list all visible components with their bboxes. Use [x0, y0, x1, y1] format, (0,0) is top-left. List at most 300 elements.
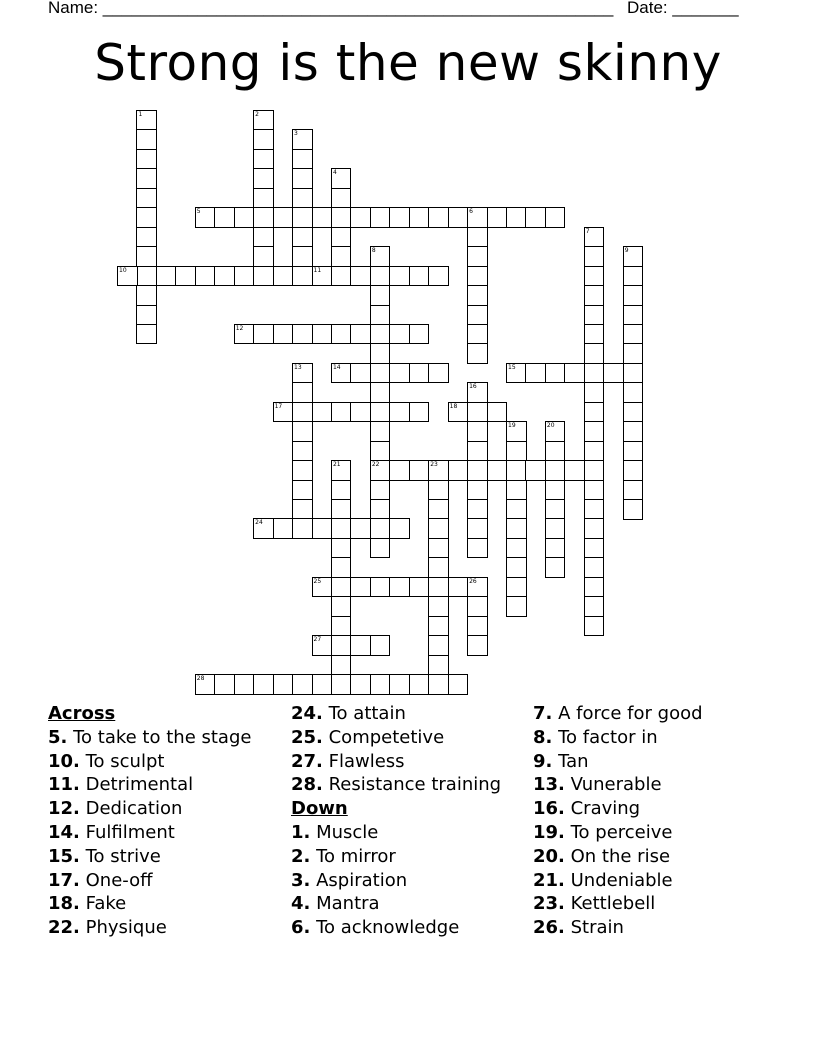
grid-cell[interactable] — [623, 421, 644, 442]
clue-text: Kettlebell — [564, 893, 656, 915]
grid-cell[interactable] — [370, 382, 391, 403]
grid-cell[interactable] — [409, 266, 430, 287]
grid-cell[interactable] — [467, 324, 488, 345]
grid-cell[interactable] — [389, 363, 410, 384]
grid-cell[interactable] — [331, 616, 352, 637]
grid-cell[interactable] — [370, 577, 391, 598]
grid-cell[interactable] — [214, 674, 235, 695]
clue-item — [291, 845, 501, 869]
clue-number-label: 11 — [313, 266, 322, 274]
clue-item — [533, 797, 703, 821]
grid-cell[interactable] — [623, 246, 644, 267]
grid-cell[interactable] — [312, 577, 333, 598]
puzzle-title: Strong is the new skinny — [94, 34, 722, 92]
grid-cell[interactable] — [292, 402, 313, 423]
grid-cell[interactable] — [409, 363, 430, 384]
grid-cell[interactable] — [331, 480, 352, 501]
grid-cell[interactable] — [253, 129, 274, 150]
name-field-label[interactable]: Name: ______________________________________________________ — [48, 0, 614, 17]
grid-cell[interactable] — [467, 596, 488, 617]
clue-number: 12. — [48, 798, 80, 820]
clue-number-label: 27 — [313, 636, 322, 644]
grid-cell[interactable] — [331, 499, 352, 520]
grid-cell[interactable] — [370, 499, 391, 520]
down-clue-list — [291, 821, 501, 940]
grid-cell[interactable] — [350, 266, 371, 287]
grid-cell[interactable] — [584, 305, 605, 326]
grid-cell[interactable] — [584, 285, 605, 306]
clue-number: 18. — [48, 893, 80, 915]
grid-cell[interactable] — [623, 480, 644, 501]
grid-cell[interactable] — [467, 207, 488, 228]
grid-cell[interactable] — [253, 674, 274, 695]
grid-cell[interactable] — [623, 499, 644, 520]
grid-cell[interactable] — [506, 596, 527, 617]
grid-cell[interactable] — [564, 460, 585, 481]
grid-cell[interactable] — [312, 635, 333, 656]
grid-cell[interactable] — [409, 577, 430, 598]
clue-column-3 — [533, 702, 703, 940]
grid-cell[interactable] — [428, 557, 449, 578]
grid-cell[interactable] — [370, 285, 391, 306]
grid-cell[interactable] — [487, 207, 508, 228]
grid-cell[interactable] — [584, 343, 605, 364]
clue-number-label: 23 — [430, 461, 438, 469]
clue-number-label: 10 — [119, 266, 127, 274]
grid-cell[interactable] — [506, 441, 527, 462]
grid-cell[interactable] — [350, 674, 371, 695]
grid-cell[interactable] — [623, 324, 644, 345]
grid-cell[interactable] — [409, 402, 430, 423]
grid-cell[interactable] — [428, 616, 449, 637]
grid-cell[interactable] — [506, 421, 527, 442]
grid-cell[interactable] — [506, 518, 527, 539]
grid-cell[interactable] — [487, 402, 508, 423]
grid-cell[interactable] — [448, 674, 469, 695]
grid-cell[interactable] — [292, 499, 313, 520]
grid-cell[interactable] — [331, 246, 352, 267]
grid-cell[interactable] — [312, 674, 333, 695]
clue-number: 19. — [533, 821, 565, 843]
grid-cell[interactable] — [370, 207, 391, 228]
across-heading: Across — [48, 703, 116, 724]
grid-cell[interactable] — [273, 518, 294, 539]
grid-cell[interactable] — [331, 168, 352, 189]
grid-cell[interactable] — [175, 266, 196, 287]
grid-cell[interactable] — [428, 518, 449, 539]
grid-cell[interactable] — [409, 207, 430, 228]
clue-item — [533, 726, 703, 750]
grid-cell[interactable] — [584, 382, 605, 403]
clue-text: Physique — [79, 917, 167, 939]
clue-number-label: 3 — [294, 130, 298, 138]
grid-cell[interactable] — [292, 168, 313, 189]
grid-cell[interactable] — [253, 168, 274, 189]
grid-cell[interactable] — [584, 441, 605, 462]
clue-item — [291, 750, 501, 774]
grid-cell[interactable] — [623, 266, 644, 287]
grid-cell[interactable] — [350, 324, 371, 345]
grid-cell[interactable] — [136, 266, 157, 287]
clue-item — [533, 869, 703, 893]
grid-cell[interactable] — [370, 635, 391, 656]
grid-cell[interactable] — [292, 460, 313, 481]
clue-item — [291, 702, 501, 726]
grid-cell[interactable] — [389, 324, 410, 345]
grid-cell[interactable] — [195, 674, 216, 695]
grid-cell[interactable] — [428, 363, 449, 384]
clue-number-label: 25 — [313, 577, 322, 585]
grid-cell[interactable] — [584, 499, 605, 520]
grid-cell[interactable] — [584, 246, 605, 267]
grid-cell[interactable] — [545, 557, 566, 578]
grid-cell[interactable] — [409, 324, 430, 345]
clue-text: To perceive — [564, 821, 673, 843]
clue-text: To take to the stage — [67, 726, 252, 748]
grid-cell[interactable] — [467, 266, 488, 287]
grid-cell[interactable] — [136, 149, 157, 170]
clue-number-label: 14 — [332, 363, 341, 371]
grid-cell[interactable] — [428, 480, 449, 501]
grid-cell[interactable] — [370, 246, 391, 267]
grid-cell[interactable] — [253, 518, 274, 539]
grid-cell[interactable] — [331, 207, 352, 228]
grid-cell[interactable] — [292, 518, 313, 539]
grid-cell[interactable] — [448, 577, 469, 598]
grid-cell[interactable] — [525, 460, 546, 481]
grid-cell[interactable] — [331, 402, 352, 423]
grid-cell[interactable] — [331, 324, 352, 345]
grid-cell[interactable] — [312, 266, 333, 287]
grid-cell[interactable] — [545, 421, 566, 442]
grid-cell[interactable] — [136, 168, 157, 189]
grid-cell[interactable] — [253, 324, 274, 345]
grid-cell[interactable] — [428, 674, 449, 695]
grid-cell[interactable] — [273, 207, 294, 228]
grid-cell[interactable] — [389, 266, 410, 287]
grid-cell[interactable] — [370, 674, 391, 695]
grid-cell[interactable] — [506, 460, 527, 481]
grid-cell[interactable] — [253, 110, 274, 131]
grid-cell[interactable] — [331, 188, 352, 209]
grid-cell[interactable] — [623, 402, 644, 423]
grid-cell[interactable] — [136, 324, 157, 345]
grid-cell[interactable] — [136, 207, 157, 228]
date-field-label[interactable]: Date: _______ — [627, 0, 739, 17]
clue-number-label: 9 — [624, 247, 629, 255]
grid-cell[interactable] — [623, 382, 644, 403]
grid-cell[interactable] — [350, 402, 371, 423]
clue-item — [48, 892, 251, 916]
grid-cell[interactable] — [234, 674, 255, 695]
grid-cell[interactable] — [525, 207, 546, 228]
grid-cell[interactable] — [584, 324, 605, 345]
grid-cell[interactable] — [584, 480, 605, 501]
grid-cell[interactable] — [467, 402, 488, 423]
grid-cell[interactable] — [136, 129, 157, 150]
grid-cell[interactable] — [487, 460, 508, 481]
grid-cell[interactable] — [253, 207, 274, 228]
grid-cell[interactable] — [370, 460, 391, 481]
clue-item — [533, 892, 703, 916]
grid-cell[interactable] — [350, 363, 371, 384]
clue-text: Resistance training — [322, 774, 502, 796]
clue-column-1 — [48, 702, 251, 940]
grid-cell[interactable] — [409, 674, 430, 695]
grid-cell[interactable] — [312, 207, 333, 228]
grid-cell[interactable] — [389, 207, 410, 228]
grid-cell[interactable] — [623, 285, 644, 306]
grid-cell[interactable] — [331, 460, 352, 481]
grid-cell[interactable] — [389, 402, 410, 423]
grid-cell[interactable] — [623, 363, 644, 384]
grid-cell[interactable] — [273, 324, 294, 345]
grid-cell[interactable] — [136, 188, 157, 209]
clue-text: To strive — [79, 845, 161, 867]
grid-cell[interactable] — [467, 577, 488, 598]
grid-cell[interactable] — [292, 246, 313, 267]
clue-text: Tan — [552, 750, 589, 772]
grid-cell[interactable] — [370, 266, 391, 287]
grid-cell[interactable] — [467, 285, 488, 306]
grid-cell[interactable] — [292, 207, 313, 228]
clue-number: 27. — [291, 750, 323, 772]
clue-number-label: 7 — [585, 227, 590, 235]
grid-cell[interactable] — [389, 518, 410, 539]
grid-cell[interactable] — [292, 129, 313, 150]
grid-cell[interactable] — [292, 227, 313, 248]
grid-cell[interactable] — [623, 441, 644, 462]
grid-cell[interactable] — [214, 266, 235, 287]
grid-cell[interactable] — [331, 577, 352, 598]
grid-cell[interactable] — [584, 577, 605, 598]
grid-cell[interactable] — [545, 441, 566, 462]
grid-cell[interactable] — [312, 402, 333, 423]
grid-cell[interactable] — [331, 635, 352, 656]
down-clue-list-continued — [533, 702, 703, 940]
grid-cell[interactable] — [467, 227, 488, 248]
grid-cell[interactable] — [273, 402, 294, 423]
grid-cell[interactable] — [467, 441, 488, 462]
grid-cell[interactable] — [467, 635, 488, 656]
grid-cell[interactable] — [136, 110, 157, 131]
clue-column-2 — [291, 702, 501, 940]
grid-cell[interactable] — [545, 480, 566, 501]
grid-cell[interactable] — [467, 518, 488, 539]
grid-cell[interactable] — [214, 207, 235, 228]
grid-cell[interactable] — [273, 266, 294, 287]
grid-cell[interactable] — [370, 518, 391, 539]
grid-cell[interactable] — [467, 538, 488, 559]
grid-cell[interactable] — [584, 616, 605, 637]
grid-cell[interactable] — [292, 382, 313, 403]
grid-cell[interactable] — [370, 402, 391, 423]
grid-cell[interactable] — [506, 499, 527, 520]
clue-text: Fulfilment — [79, 821, 175, 843]
grid-cell[interactable] — [370, 421, 391, 442]
grid-cell[interactable] — [331, 596, 352, 617]
grid-cell[interactable] — [234, 324, 255, 345]
grid-cell[interactable] — [467, 305, 488, 326]
grid-cell[interactable] — [467, 246, 488, 267]
grid-cell[interactable] — [331, 363, 352, 384]
grid-cell[interactable] — [448, 402, 469, 423]
clue-item — [533, 750, 703, 774]
grid-cell[interactable] — [584, 363, 605, 384]
clue-item — [533, 916, 703, 940]
grid-cell[interactable] — [331, 266, 352, 287]
grid-cell[interactable] — [506, 557, 527, 578]
clue-text: To sculpt — [79, 750, 165, 772]
grid-cell[interactable] — [448, 460, 469, 481]
clue-number-label: 24 — [255, 519, 263, 527]
grid-cell[interactable] — [467, 382, 488, 403]
grid-cell[interactable] — [584, 266, 605, 287]
grid-cell[interactable] — [331, 518, 352, 539]
grid-cell[interactable] — [136, 285, 157, 306]
grid-cell[interactable] — [292, 324, 313, 345]
grid-cell[interactable] — [195, 266, 216, 287]
grid-cell[interactable] — [428, 460, 449, 481]
grid-cell[interactable] — [312, 324, 333, 345]
grid-cell[interactable] — [253, 227, 274, 248]
grid-cell[interactable] — [467, 343, 488, 364]
grid-cell[interactable] — [370, 324, 391, 345]
grid-cell[interactable] — [428, 266, 449, 287]
clue-item — [48, 797, 251, 821]
grid-cell[interactable] — [545, 499, 566, 520]
grid-cell[interactable] — [389, 674, 410, 695]
grid-cell[interactable] — [584, 421, 605, 442]
grid-cell[interactable] — [350, 518, 371, 539]
grid-cell[interactable] — [584, 460, 605, 481]
grid-cell[interactable] — [292, 149, 313, 170]
grid-cell[interactable] — [623, 305, 644, 326]
grid-cell[interactable] — [506, 363, 527, 384]
grid-cell[interactable] — [253, 266, 274, 287]
grid-cell[interactable] — [370, 480, 391, 501]
grid-cell[interactable] — [584, 557, 605, 578]
grid-cell[interactable] — [545, 207, 566, 228]
clue-text: To acknowledge — [310, 917, 460, 939]
grid-cell[interactable] — [467, 460, 488, 481]
grid-cell[interactable] — [370, 305, 391, 326]
grid-cell[interactable] — [428, 538, 449, 559]
clue-number: 2. — [291, 845, 311, 867]
grid-cell[interactable] — [603, 363, 624, 384]
grid-cell[interactable] — [292, 674, 313, 695]
grid-cell[interactable] — [292, 266, 313, 287]
grid-cell[interactable] — [292, 188, 313, 209]
grid-cell[interactable] — [253, 188, 274, 209]
grid-cell[interactable] — [584, 538, 605, 559]
grid-cell[interactable] — [584, 596, 605, 617]
grid-cell[interactable] — [331, 227, 352, 248]
grid-cell[interactable] — [331, 538, 352, 559]
grid-cell[interactable] — [370, 343, 391, 364]
clue-number-label: 26 — [469, 577, 477, 585]
grid-cell[interactable] — [584, 402, 605, 423]
grid-cell[interactable] — [331, 655, 352, 676]
grid-cell[interactable] — [292, 480, 313, 501]
grid-cell[interactable] — [623, 343, 644, 364]
clue-number: 24. — [291, 703, 323, 724]
grid-cell[interactable] — [409, 460, 430, 481]
grid-cell[interactable] — [506, 538, 527, 559]
grid-cell[interactable] — [389, 577, 410, 598]
grid-cell[interactable] — [428, 596, 449, 617]
clue-item — [291, 726, 501, 750]
grid-cell[interactable] — [350, 577, 371, 598]
grid-cell[interactable] — [467, 421, 488, 442]
grid-cell[interactable] — [253, 149, 274, 170]
grid-cell[interactable] — [253, 246, 274, 267]
grid-cell[interactable] — [506, 577, 527, 598]
grid-cell[interactable] — [428, 577, 449, 598]
grid-cell[interactable] — [117, 266, 138, 287]
grid-cell[interactable] — [428, 635, 449, 656]
grid-cell[interactable] — [273, 674, 294, 695]
grid-cell[interactable] — [370, 363, 391, 384]
grid-cell[interactable] — [506, 207, 527, 228]
grid-cell[interactable] — [136, 246, 157, 267]
grid-cell[interactable] — [370, 441, 391, 462]
grid-cell[interactable] — [331, 674, 352, 695]
grid-cell[interactable] — [428, 655, 449, 676]
clue-number: 8. — [533, 726, 553, 748]
grid-cell[interactable] — [389, 460, 410, 481]
grid-cell[interactable] — [545, 518, 566, 539]
grid-cell[interactable] — [623, 460, 644, 481]
grid-cell[interactable] — [292, 441, 313, 462]
grid-cell[interactable] — [136, 227, 157, 248]
grid-cell[interactable] — [195, 207, 216, 228]
grid-cell[interactable] — [545, 538, 566, 559]
clue-number: 13. — [533, 774, 565, 796]
clue-item — [291, 916, 501, 940]
grid-cell[interactable] — [584, 227, 605, 248]
grid-cell[interactable] — [312, 518, 333, 539]
grid-cell[interactable] — [467, 480, 488, 501]
grid-cell[interactable] — [448, 207, 469, 228]
grid-cell[interactable] — [350, 207, 371, 228]
grid-cell[interactable] — [234, 266, 255, 287]
grid-cell[interactable] — [331, 557, 352, 578]
clue-number-label: 28 — [196, 675, 205, 683]
clue-text: Craving — [564, 798, 641, 820]
grid-cell[interactable] — [292, 421, 313, 442]
clue-text: Detrimental — [79, 774, 194, 796]
grid-cell[interactable] — [467, 499, 488, 520]
grid-cell[interactable] — [234, 207, 255, 228]
grid-cell[interactable] — [564, 363, 585, 384]
grid-cell[interactable] — [584, 518, 605, 539]
grid-cell[interactable] — [156, 266, 177, 287]
grid-cell[interactable] — [545, 363, 566, 384]
grid-cell[interactable] — [292, 363, 313, 384]
grid-cell[interactable] — [506, 480, 527, 501]
clue-number: 9. — [533, 750, 553, 772]
clue-number: 1. — [291, 821, 311, 843]
grid-cell[interactable] — [545, 460, 566, 481]
grid-cell[interactable] — [136, 305, 157, 326]
grid-cell[interactable] — [370, 538, 391, 559]
grid-cell[interactable] — [350, 635, 371, 656]
grid-cell[interactable] — [467, 616, 488, 637]
grid-cell[interactable] — [525, 363, 546, 384]
grid-cell[interactable] — [428, 207, 449, 228]
grid-cell[interactable] — [428, 499, 449, 520]
